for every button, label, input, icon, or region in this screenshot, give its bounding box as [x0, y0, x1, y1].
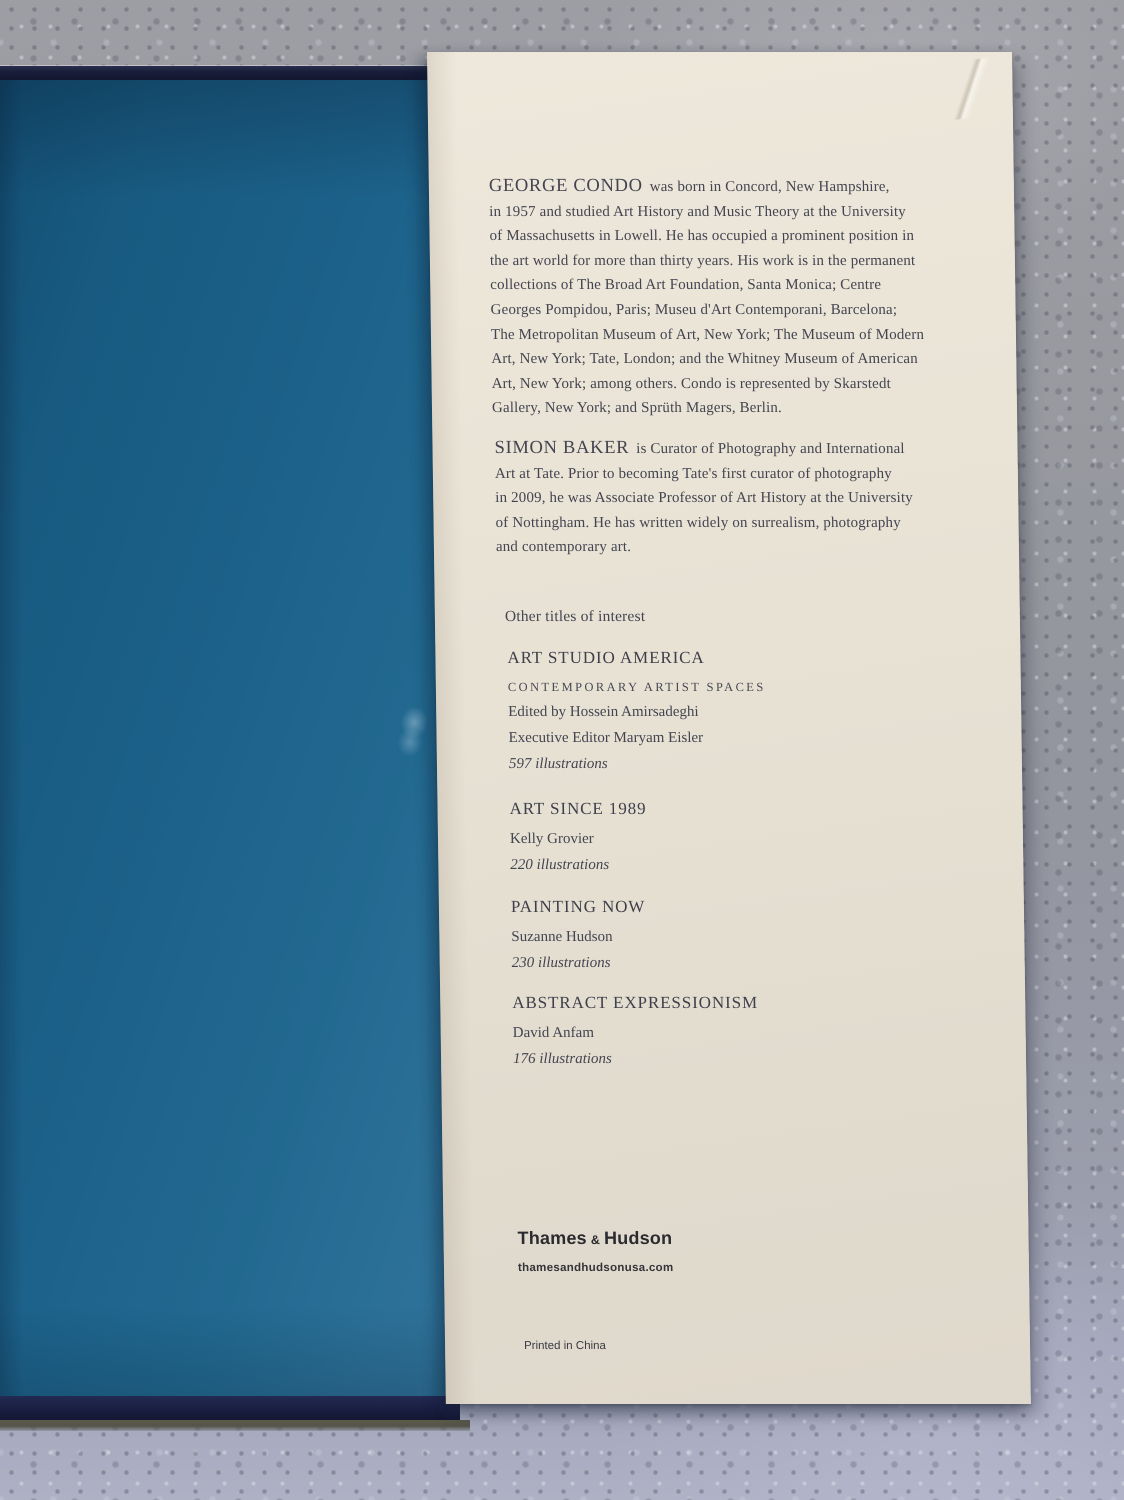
book-title: ART STUDIO AMERICA: [507, 648, 705, 667]
related-title-art-studio-america: [507, 648, 989, 773]
book-credit: Edited by Hossein Amirsadeghi: [508, 704, 699, 720]
logo-hudson: Hudson: [603, 1228, 673, 1248]
illustration-count: 176 illustrations: [512, 1051, 612, 1067]
book-credit: Executive Editor Maryam Eisler: [508, 730, 704, 746]
blue-endpaper: [0, 80, 460, 1398]
dust-jacket-back-flap: [427, 52, 1031, 1404]
other-titles-heading: Other titles of interest: [504, 608, 646, 625]
author-bio-simon-baker: [494, 436, 982, 560]
book-subtitle: CONTEMPORARY ARTIST SPACES: [507, 680, 766, 694]
logo-thames: Thames: [517, 1228, 587, 1248]
book-credit: David Anfam: [512, 1025, 595, 1041]
bio-text: was born in Concord, New Hampshire, in 1957 and studied Art History and Music Theory at the University of Massachusetts in Lowell. He has occupied a prominent position in the art world for more than thirty years. His work is in the permanent collections of The Broad Art Foundation, Santa Monica; Centre Georges Pompidou, Paris; Museu d'Art Contemporani, Barcelona; The Metropolitan Museum of Art, New York; The Museum of Modern Art, New York; Tate, London; and the Whitney Museum of American Art, New York; among others. Condo is represented by Skarstedt Gallery, New York; and Sprüth Magers, Berlin.: [489, 179, 925, 417]
author-name-george-condo: GEORGE CONDO: [488, 176, 643, 196]
book-title: ABSTRACT EXPRESSIONISM: [512, 993, 759, 1012]
related-title-art-since-1989: [509, 799, 990, 874]
author-bio-george-condo: [489, 174, 978, 421]
illustration-count: 597 illustrations: [508, 756, 608, 772]
book-credit: Suzanne Hudson: [511, 929, 613, 945]
logo-ampersand: &: [590, 1233, 601, 1247]
bio-paragraph: [494, 436, 982, 560]
scuff-mark: [395, 706, 431, 758]
book-title: ART SINCE 1989: [509, 799, 647, 818]
book-title: PAINTING NOW: [510, 897, 646, 916]
author-name-simon-baker: SIMON BAKER: [494, 438, 630, 458]
book-board-bottom-edge: [0, 1396, 460, 1421]
illustration-count: 220 illustrations: [510, 857, 610, 873]
related-title-painting-now: [511, 897, 992, 972]
publisher-website: thamesandhudsonusa.com: [517, 1262, 674, 1274]
book-cover-bottom-rim: [0, 1420, 470, 1431]
book-credit: Kelly Grovier: [509, 831, 594, 847]
flap-corner-crease: [929, 56, 1009, 121]
illustration-count: 230 illustrations: [511, 955, 611, 971]
related-title-abstract-expressionism: [512, 993, 993, 1068]
publisher-block: [517, 1228, 673, 1274]
bio-text: is Curator of Photography and International Art at Tate. Prior to becoming Tate's first curator of photography in 2009, he was Associate Professor of Art History at the University of Nottingham. He has written widely on surrealism, photography and contemporary art.: [494, 441, 913, 556]
thames-hudson-logo: [517, 1228, 673, 1249]
printed-in-china-note: Printed in China: [523, 1340, 606, 1352]
bio-paragraph: [489, 174, 978, 421]
